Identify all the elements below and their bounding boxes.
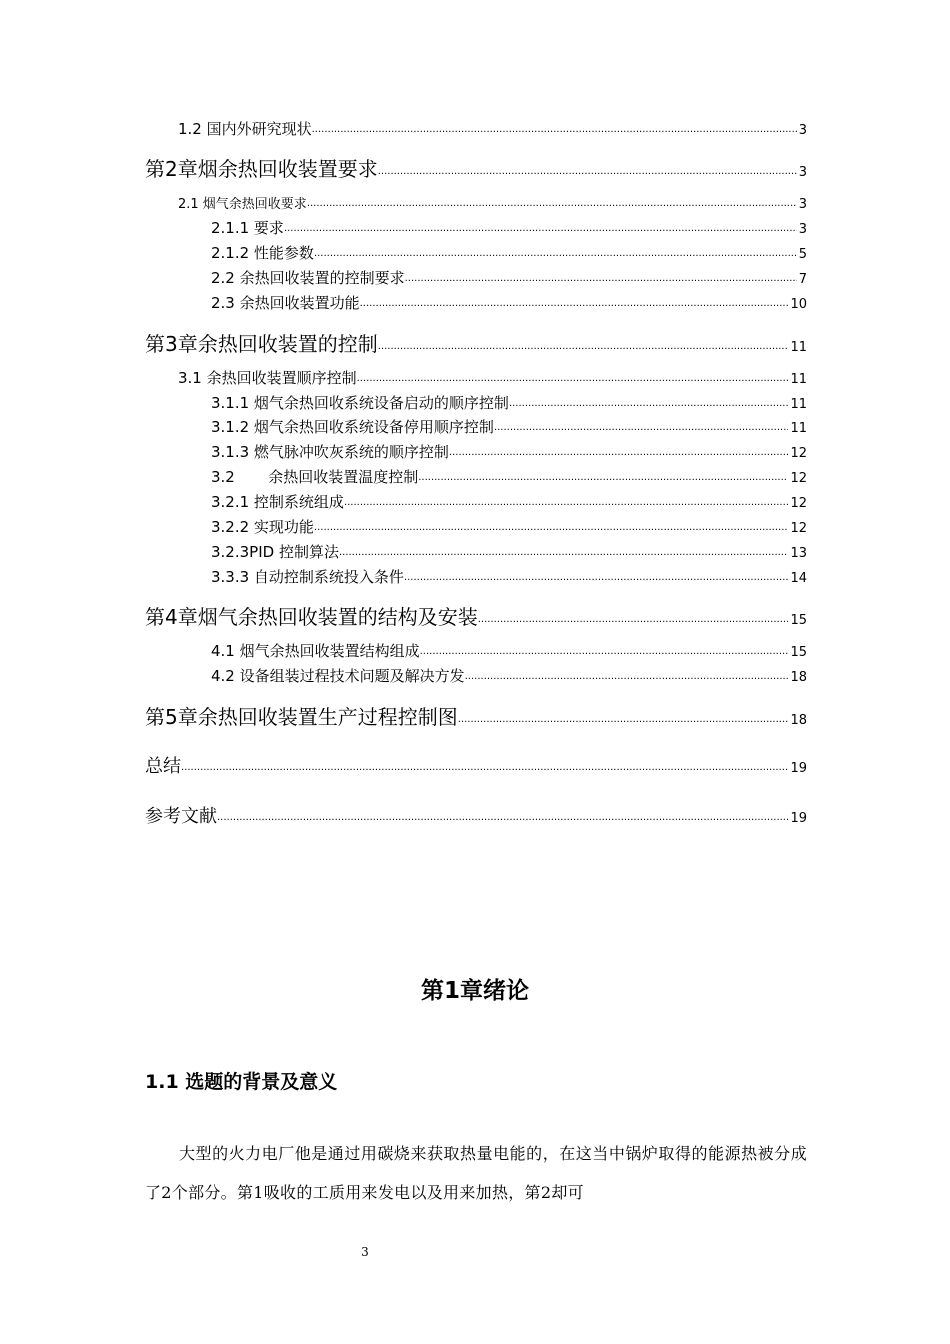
- toc-entry-page: 11: [790, 421, 807, 436]
- toc-entry-page: 12: [790, 471, 807, 486]
- toc-entry[interactable]: [211, 217, 807, 238]
- toc-entry-page: 3: [798, 123, 807, 138]
- dot-leader: [404, 572, 789, 583]
- dot-leader: [217, 812, 788, 823]
- toc-entry-page: 3: [798, 197, 807, 212]
- dot-leader: [307, 198, 797, 209]
- toc-entry[interactable]: [211, 491, 807, 512]
- toc-entry-page: 10: [790, 297, 807, 312]
- dot-leader: [378, 166, 797, 177]
- dot-leader: [339, 547, 788, 558]
- section-title: 1.1 选题的背景及意义: [145, 1071, 338, 1093]
- toc-entry[interactable]: [211, 267, 807, 288]
- dot-leader: [284, 223, 797, 234]
- toc-entry-label: 3.1.2 烟气余热回收系统设备停用顺序控制: [211, 418, 494, 436]
- dot-leader: [314, 522, 789, 533]
- dot-leader: [418, 472, 788, 483]
- toc-entry-page: 18: [790, 670, 807, 685]
- toc-entry-page: 12: [790, 446, 807, 461]
- toc-entry-chapter[interactable]: [145, 701, 807, 730]
- toc-entry-label: 4.2 设备组装过程技术问题及解决方发: [211, 667, 465, 685]
- chapter-title: 第1章绪论: [420, 978, 529, 1004]
- toc-entry-label: 第5章余热回收装置生产过程控制图: [145, 705, 458, 729]
- dot-leader: [344, 497, 789, 508]
- page-number: 3: [361, 1245, 369, 1259]
- toc-entry-label: 3.1.1 烟气余热回收系统设备启动的顺序控制: [211, 394, 509, 412]
- toc-entry[interactable]: [211, 416, 807, 437]
- toc-entry-page: 15: [790, 645, 807, 660]
- toc-entry-label: 参考文献: [145, 806, 217, 827]
- toc-entry-label: 3.2.2 实现功能: [211, 518, 314, 536]
- toc-entry[interactable]: [211, 466, 807, 487]
- toc-entry-chapter[interactable]: [145, 802, 807, 828]
- toc-entry-label: 3.2.3PID 控制算法: [211, 543, 339, 561]
- toc-entry-page: 11: [790, 372, 807, 387]
- dot-leader: [357, 373, 789, 384]
- dot-leader: [405, 273, 797, 284]
- toc-entry-page: 3: [798, 165, 807, 180]
- toc-entry[interactable]: [178, 118, 807, 139]
- toc-entry-label: 2.1.2 性能参数: [211, 244, 314, 262]
- toc-entry-page: 5: [798, 247, 807, 262]
- dot-leader: [312, 124, 797, 135]
- toc-entry-label: 2.3 余热回收装置功能: [211, 294, 360, 312]
- toc-entry-label: 3.1.3 燃气脉冲吹灰系统的顺序控制: [211, 443, 449, 461]
- toc-entry[interactable]: [178, 367, 807, 388]
- toc-entry-chapter[interactable]: [145, 601, 807, 630]
- toc-entry-page: 11: [790, 397, 807, 412]
- toc-entry[interactable]: [211, 665, 807, 686]
- toc-entry-label: 总结: [145, 756, 181, 777]
- body-paragraph: 大型的火力电厂他是通过用碳烧来获取热量电能的，在这当中锅炉取得的能源热被分成了2个部分。第1吸收的工质用来发电以及用来加热，第2却可: [145, 1144, 807, 1202]
- dot-leader: [458, 714, 789, 725]
- dot-leader: [509, 398, 789, 409]
- toc-entry-page: 13: [790, 546, 807, 561]
- toc-entry-label: 3.1 余热回收装置顺序控制: [178, 369, 357, 387]
- dot-leader: [181, 762, 788, 773]
- toc-entry-label: 2.1.1 要求: [211, 219, 284, 237]
- dot-leader: [494, 422, 789, 433]
- toc-entry-label: 1.2 国内外研究现状: [178, 120, 312, 138]
- toc-entry-page: 11: [790, 340, 807, 355]
- dot-leader: [378, 341, 789, 352]
- toc-entry-label: 第4章烟气余热回收装置的结构及安装: [145, 605, 478, 629]
- toc-entry-page: 12: [790, 496, 807, 511]
- toc-entry-page: 18: [790, 713, 807, 728]
- toc-entry[interactable]: [211, 392, 807, 413]
- toc-entry[interactable]: [211, 292, 807, 313]
- toc-entry[interactable]: [178, 193, 807, 212]
- toc-entry-page: 19: [790, 761, 807, 776]
- toc-entry[interactable]: [211, 541, 807, 562]
- dot-leader: [465, 671, 789, 682]
- toc-entry-chapter[interactable]: [145, 752, 807, 778]
- dot-leader: [420, 646, 789, 657]
- toc-entry-label: 3.2 余热回收装置温度控制: [211, 468, 419, 486]
- toc-entry-chapter[interactable]: [145, 328, 807, 357]
- toc-entry-page: 14: [790, 571, 807, 586]
- toc-entry-label: 3.3.3 自动控制系统投入条件: [211, 568, 404, 586]
- toc-entry-label: 3.2.1 控制系统组成: [211, 493, 344, 511]
- toc-entry[interactable]: [211, 441, 807, 462]
- dot-leader: [449, 447, 789, 458]
- toc-entry-page: 15: [790, 613, 807, 628]
- toc-entry[interactable]: [211, 242, 807, 263]
- dot-leader: [478, 614, 789, 625]
- toc-entry-label: 2.1 烟气余热回收要求: [178, 197, 307, 212]
- toc-entry-label: 第3章余热回收装置的控制: [145, 332, 378, 356]
- dot-leader: [360, 298, 789, 309]
- toc-entry[interactable]: [211, 640, 807, 661]
- toc-entry-label: 4.1 烟气余热回收装置结构组成: [211, 642, 420, 660]
- toc-entry-chapter[interactable]: [145, 153, 807, 182]
- dot-leader: [314, 248, 797, 259]
- toc-entry[interactable]: [211, 516, 807, 537]
- toc-entry-label: 第2章烟余热回收装置要求: [145, 157, 378, 181]
- toc-entry-page: 19: [790, 811, 807, 826]
- toc-entry-label: 2.2 余热回收装置的控制要求: [211, 269, 405, 287]
- toc-entry-page: 7: [798, 272, 807, 287]
- toc-entry-page: 3: [798, 222, 807, 237]
- toc-entry-page: 12: [790, 521, 807, 536]
- toc-entry[interactable]: [211, 566, 807, 587]
